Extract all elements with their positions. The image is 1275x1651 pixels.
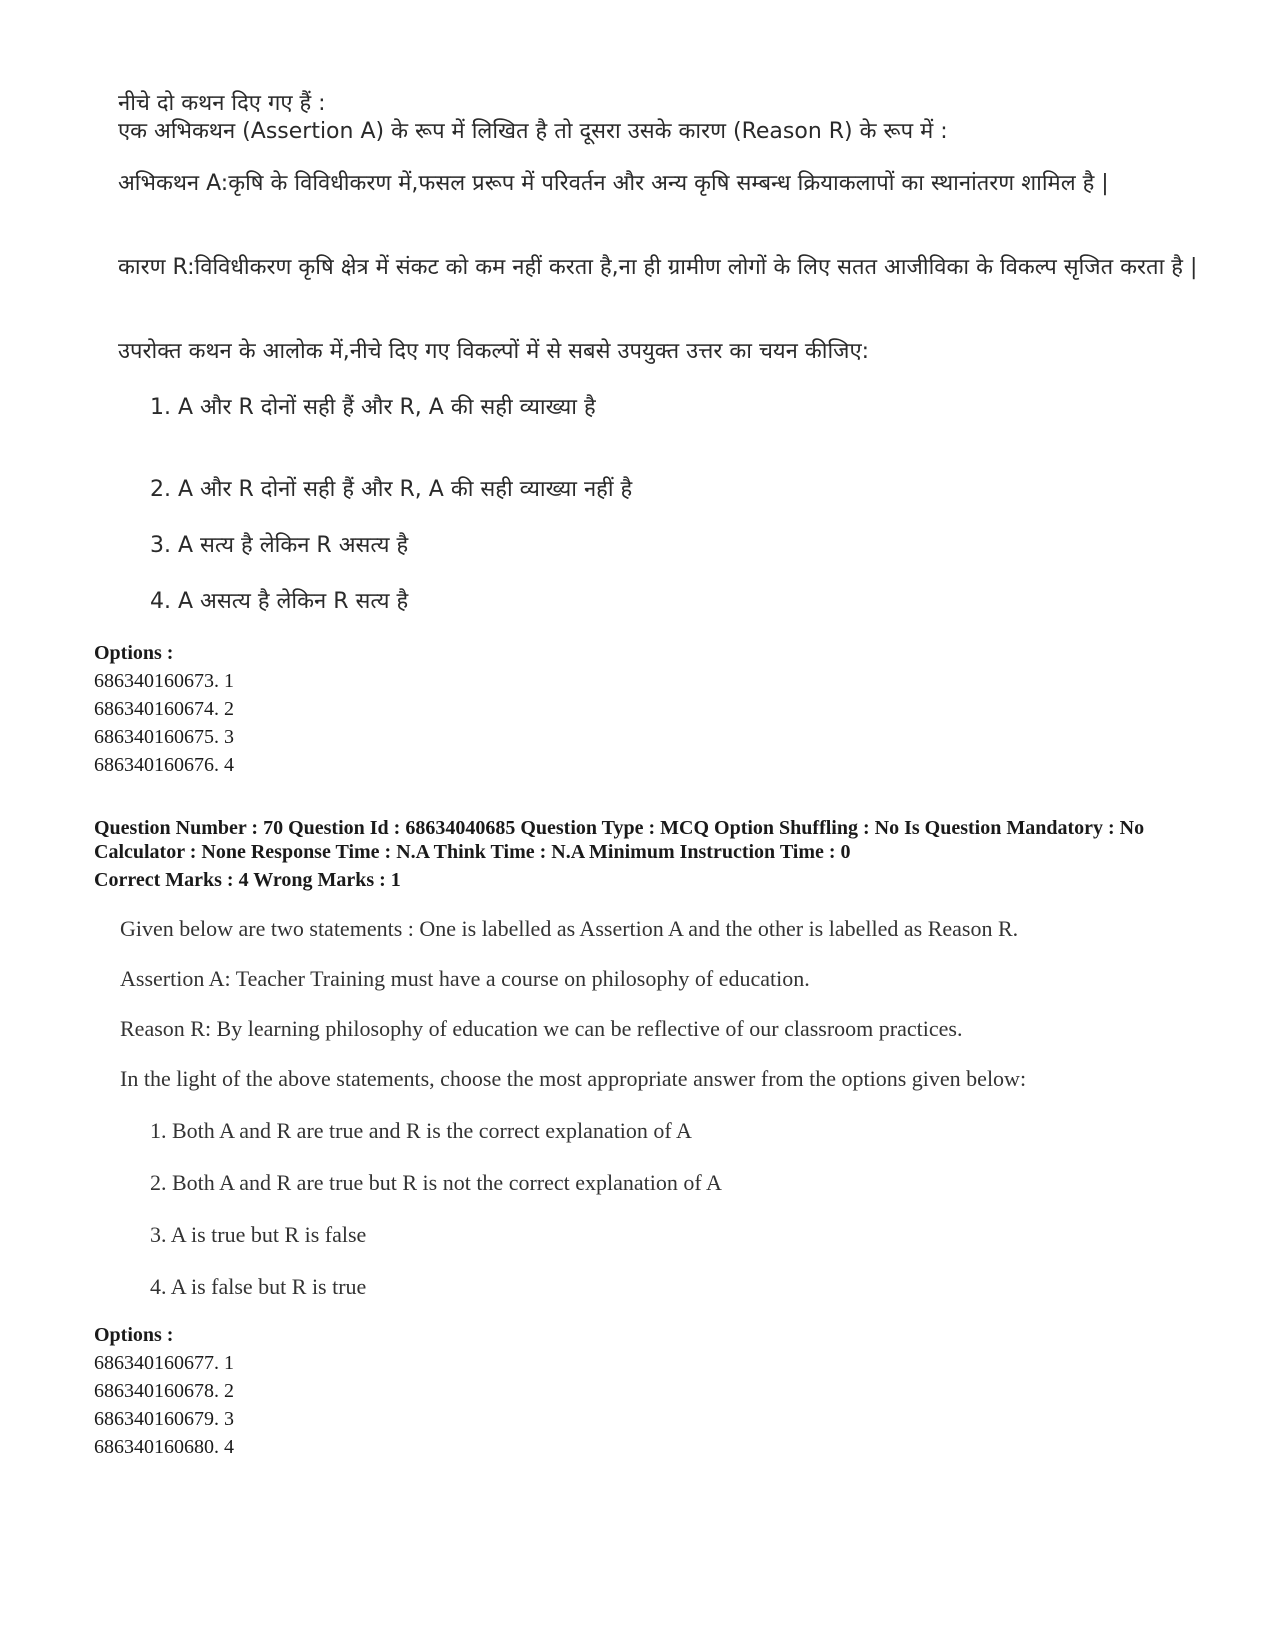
q69-choice-3: 3. A सत्य है लेकिन R असत्य है <box>150 533 409 558</box>
q70-meta: Question Number : 70 Question Id : 68634040685 Question Type : MCQ Option Shuffling : No Is Question Mandatory : No Calculator : None Response Time : N.A Think Time : N.A Minimum Instruction Time : 0 <box>94 817 1145 863</box>
q70-choice-3: 3. A is true but R is false <box>150 1222 367 1247</box>
q70-option-3: 686340160679. 3 <box>94 1408 234 1430</box>
q70-options-title: Options : <box>94 1324 174 1346</box>
q69-options-title: Options : <box>94 642 174 664</box>
q69-intro-line-2: एक अभिकथन (Assertion A) के रूप में लिखित है तो दूसरा उसके कारण (Reason R) के रूप में : <box>118 119 948 144</box>
q69-intro-line-1: नीचे दो कथन दिए गए हैं : <box>118 91 326 116</box>
q69-choice-1: 1. A और R दोनों सही हैं और R, A की सही व्याख्या है <box>150 395 596 420</box>
q69-reason: कारण R:विविधीकरण कृषि क्षेत्र में संकट को कम नहीं करता है,ना ही ग्रामीण लोगों के लिए सतत आजीविका के विकल्प सृजित करता है | <box>118 255 1198 280</box>
q69-assertion: अभिकथन A:कृषि के विविधीकरण में,फसल प्ररूप में परिवर्तन और अन्य कृषि सम्बन्ध क्रियाकलापों का स्थानांतरण शामिल है | <box>118 171 1109 196</box>
q69-option-1: 686340160673. 1 <box>94 670 234 692</box>
q70-assertion: Assertion A: Teacher Training must have a course on philosophy of education. <box>120 966 810 991</box>
q69-choice-4: 4. A असत्य है लेकिन R सत्य है <box>150 589 409 614</box>
q70-choice-4: 4. A is false but R is true <box>150 1274 367 1299</box>
q70-reason: Reason R: By learning philosophy of education we can be reflective of our classroom practices. <box>120 1016 963 1041</box>
q69-instruction: उपरोक्त कथन के आलोक में,नीचे दिए गए विकल्पों में से सबसे उपयुक्त उत्तर का चयन कीजिए: <box>118 339 870 364</box>
q70-choice-1: 1. Both A and R are true and R is the correct explanation of A <box>150 1118 692 1143</box>
q69-option-4: 686340160676. 4 <box>94 754 234 776</box>
q69-choice-2: 2. A और R दोनों सही हैं और R, A की सही व्याख्या नहीं है <box>150 477 633 502</box>
q70-instruction: In the light of the above statements, choose the most appropriate answer from the options given below: <box>120 1066 1027 1091</box>
q70-intro: Given below are two statements : One is labelled as Assertion A and the other is labelled as Reason R. <box>120 916 1019 941</box>
q70-marks: Correct Marks : 4 Wrong Marks : 1 <box>94 869 401 891</box>
q70-option-1: 686340160677. 1 <box>94 1352 234 1374</box>
q69-option-3: 686340160675. 3 <box>94 726 234 748</box>
q69-option-2: 686340160674. 2 <box>94 698 234 720</box>
q70-option-2: 686340160678. 2 <box>94 1380 234 1402</box>
q70-option-4: 686340160680. 4 <box>94 1436 234 1458</box>
q70-choice-2: 2. Both A and R are true but R is not the correct explanation of A <box>150 1170 722 1195</box>
